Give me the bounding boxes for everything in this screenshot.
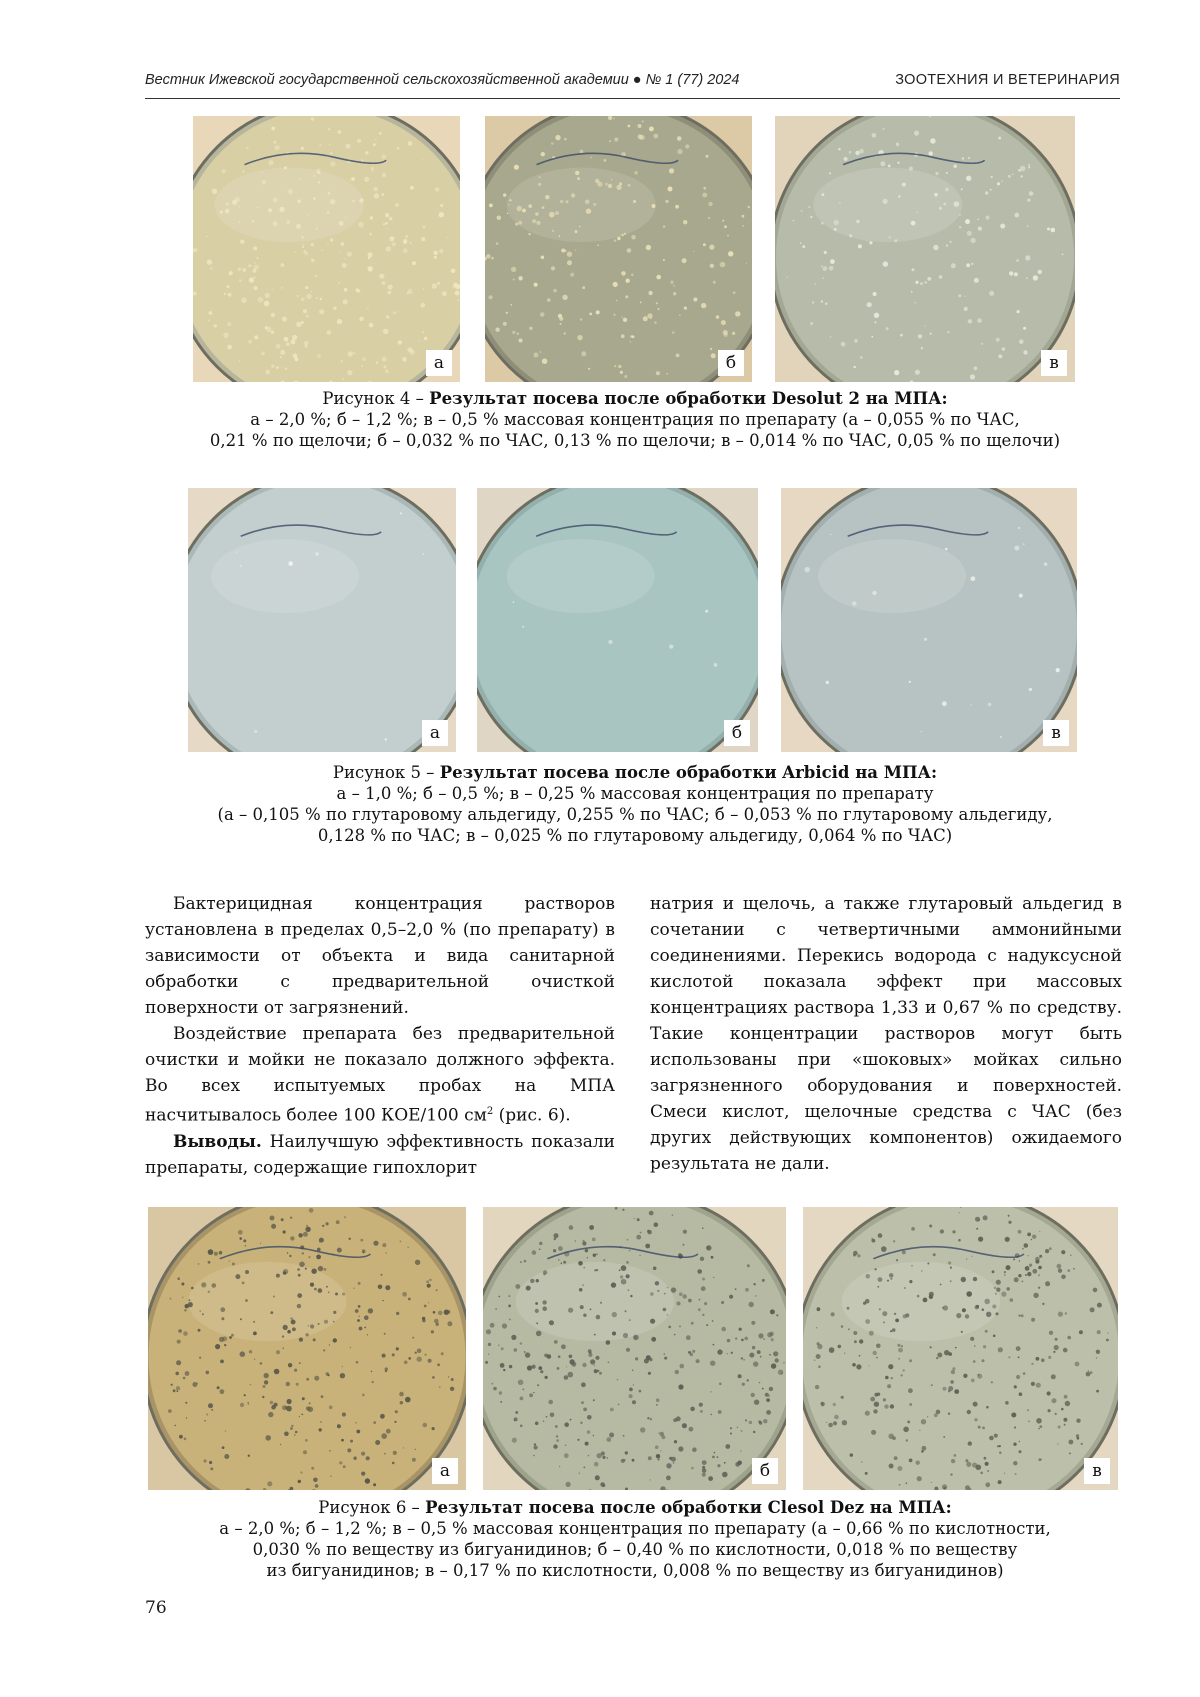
petri-dish-photo-4c [775, 116, 1075, 382]
text-column-right [650, 891, 1122, 1177]
figure-6-title: Результат посева после обработки Clesol Dez на МПА: [425, 1498, 952, 1517]
figure-6-caption: Рисунок 6 – Результат посева после обработки Clesol Dez на МПА: а – 2,0 %; б – 1,2 %; в – 0,5 % массовая концентрация по препарату (а – 0,66 % по кислотности, 0,030 % по веществу из бигуанидинов; б – 0,40 % по кислотности, 0,018 % по веществу из бигуанидинов; в – 0,17 % по кислотности, 0,008 % по веществу из бигуанидинов) [219, 1498, 1051, 1580]
paragraph: Выводы. Наилучшую эффективность показали препараты, содержащие гипохлорит [145, 1131, 615, 1178]
figure-5-caption: Рисунок 5 – Результат посева после обработки Arbicid на МПА: а – 1,0 %; б – 0,5 %; в – 0,25 % массовая концентрация по препарату (а – 0,105 % по глутаровому альдегиду, 0,255 % по ЧАС; б – 0,053 % по глутаровому альдегиду, 0,128 % по ЧАС; в – 0,025 % по глутаровому альдегиду, 0,064 % по ЧАС) [217, 763, 1053, 845]
petri-dish-photo-5b [477, 488, 758, 752]
panel-label: а [422, 720, 448, 746]
petri-dish-photo-6a [148, 1207, 466, 1490]
petri-dish-photo-4a [193, 116, 460, 382]
panel-label: б [718, 350, 744, 376]
panel-label: а [426, 350, 452, 376]
petri-dish-photo-6c [803, 1207, 1118, 1490]
petri-dish-photo-4b [485, 116, 752, 382]
paragraph: натрия и щелочь, а также глутаровый альдегид в сочетании с четвертичными аммонийными соединениями. Перекись водорода с надуксусной кислотой показала эффект при массовых концентрациях раствора 1,33 и 0,67 % по средству. Такие концентрации растворов могут быть использованы при «шоковых» мойках сильно загрязненного оборудования и поверхностей. Смеси кислот, щелочные средства с ЧАС (без других действующих компонентов) ожидаемого результата не дали. [650, 894, 1122, 1174]
figure-4-title: Результат посева после обработки Desolut 2 на МПА: [429, 389, 948, 408]
panel-label: б [752, 1458, 778, 1484]
panel-label: в [1041, 350, 1067, 376]
petri-dish-photo-5a [188, 488, 456, 752]
petri-dish-photo-6b [483, 1207, 786, 1490]
conclusions-heading: Выводы. [173, 1131, 262, 1152]
petri-dish-photo-5c [781, 488, 1077, 752]
figure-5-title: Результат посева после обработки Arbicid на МПА: [439, 763, 938, 782]
text-column-left [145, 891, 615, 1181]
journal-title: Вестник Ижевской государственной сельскохозяйственной академии ● № 1 (77) 2024 [145, 72, 740, 88]
panel-label: в [1084, 1458, 1110, 1484]
paragraph: Бактерицидная концентрация растворов установлена в пределах 0,5–2,0 % (по препарату) в зависимости от объекта и вида санитарной обработки с предварительной очисткой поверхности от загрязнений. [145, 894, 615, 1018]
running-header [145, 72, 1120, 99]
panel-label: а [432, 1458, 458, 1484]
panel-label: б [724, 720, 750, 746]
paragraph: Воздействие препарата без предварительной очистки и мойки не показало должного эффекта. Во всех испытуемых пробах на МПА насчитывалось более 100 КОЕ/100 $см^2$ (рис. 6). [145, 1024, 615, 1126]
page-number: 76 [145, 1598, 167, 1618]
figure-4-caption: Рисунок 4 – Результат посева после обработки Desolut 2 на МПА: а – 2,0 %; б – 1,2 %; в – 0,5 % массовая концентрация по препарату (а – 0,055 % по ЧАС, 0,21 % по щелочи; б – 0,032 % по ЧАС, 0,13 % по щелочи; в – 0,014 % по ЧАС, 0,05 % по щелочи) [209, 389, 1061, 450]
section-title: ЗООТЕХНИЯ И ВЕТЕРИНАРИЯ [895, 72, 1120, 88]
panel-label: в [1043, 720, 1069, 746]
